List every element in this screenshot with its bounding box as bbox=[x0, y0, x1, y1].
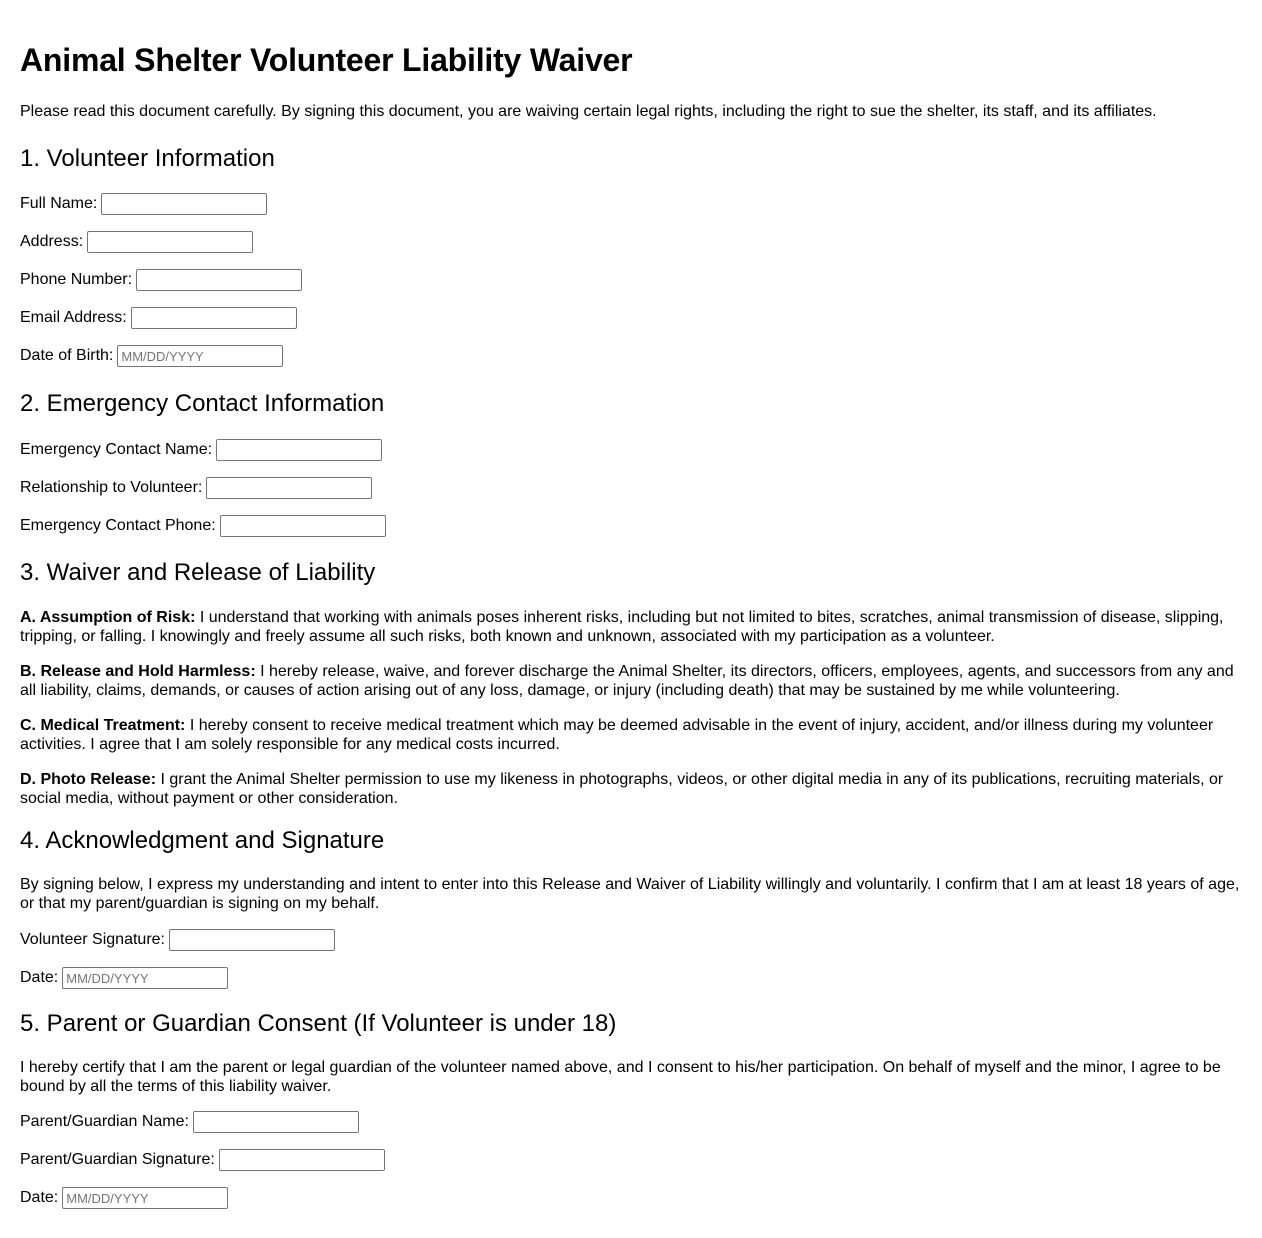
clause-release-hold-harmless bbox=[20, 662, 1242, 700]
clause-assumption-of-risk bbox=[20, 608, 1242, 646]
clause-text: I hereby consent to receive medical treatment which may be deemed advisable in the event of injury, accident, and/or illness during my volunteer activities. I agree that I am solely responsible for any medical costs incurred. bbox=[20, 717, 1214, 753]
parent-name-input[interactable] bbox=[193, 1111, 359, 1133]
emergency-contact-name-label: Emergency Contact Name: bbox=[20, 441, 213, 458]
phone-number-row bbox=[20, 269, 1242, 291]
clause-photo-release bbox=[20, 770, 1242, 808]
address-row bbox=[20, 231, 1242, 253]
date-of-birth-label: Date of Birth: bbox=[20, 347, 114, 364]
volunteer-date-input[interactable] bbox=[62, 967, 228, 989]
emergency-contact-name-row bbox=[20, 439, 1242, 461]
relationship-row bbox=[20, 477, 1242, 499]
parent-date-input[interactable] bbox=[62, 1187, 228, 1209]
email-address-label: Email Address: bbox=[20, 309, 127, 326]
email-address-row bbox=[20, 307, 1242, 329]
volunteer-signature-label: Volunteer Signature: bbox=[20, 931, 165, 948]
section-title-emergency-contact: 2. Emergency Contact Information bbox=[20, 390, 385, 417]
emergency-contact-fields bbox=[20, 439, 1242, 537]
clause-heading: B. Release and Hold Harmless: bbox=[20, 663, 256, 680]
volunteer-information-fields bbox=[20, 193, 1242, 367]
parent-date-label: Date: bbox=[20, 1189, 59, 1206]
clause-heading: D. Photo Release: bbox=[20, 771, 157, 788]
clause-text: I grant the Animal Shelter permission to use my likeness in photographs, videos, or other digital media in any of its publications, recruiting materials, or social media, without payment or other consideration. bbox=[20, 771, 1224, 807]
section-title-waiver-release: 3. Waiver and Release of Liability bbox=[20, 559, 376, 586]
page-title: Animal Shelter Volunteer Liability Waiver bbox=[20, 42, 633, 78]
clause-medical-treatment bbox=[20, 716, 1242, 754]
emergency-contact-name-input[interactable] bbox=[216, 439, 382, 461]
address-input[interactable] bbox=[87, 231, 253, 253]
acknowledgment-fields bbox=[20, 929, 1242, 989]
volunteer-signature-row bbox=[20, 929, 1242, 951]
relationship-input[interactable] bbox=[206, 477, 372, 499]
clause-heading: A. Assumption of Risk: bbox=[20, 609, 196, 626]
volunteer-date-label: Date: bbox=[20, 969, 59, 986]
parent-signature-label: Parent/Guardian Signature: bbox=[20, 1151, 215, 1168]
parent-signature-row bbox=[20, 1149, 1242, 1171]
waiver-clauses bbox=[20, 608, 1242, 808]
parent-signature-input[interactable] bbox=[219, 1149, 385, 1171]
address-label: Address: bbox=[20, 233, 84, 250]
full-name-label: Full Name: bbox=[20, 195, 98, 212]
emergency-contact-phone-row bbox=[20, 515, 1242, 537]
parent-consent-fields bbox=[20, 1111, 1242, 1209]
acknowledgment-text: By signing below, I express my understanding and intent to enter into this Release and Waiver of Liability willingly and voluntarily. I confirm that I am at least 18 years of age, or that my parent/guardian is signing on my behalf. bbox=[20, 876, 1240, 912]
parent-name-label: Parent/Guardian Name: bbox=[20, 1113, 189, 1130]
clause-heading: C. Medical Treatment: bbox=[20, 717, 186, 734]
volunteer-date-row bbox=[20, 967, 1242, 989]
volunteer-signature-input[interactable] bbox=[169, 929, 335, 951]
parent-date-row bbox=[20, 1187, 1242, 1209]
intro-text: Please read this document carefully. By signing this document, you are waiving certain legal rights, including the right to sue the shelter, its staff, and its affiliates. bbox=[20, 103, 1157, 120]
clause-text: I understand that working with animals poses inherent risks, including but not limited to bites, scratches, animal transmission of disease, slipping, tripping, or falling. I knowingly and freely assume all such risks, both known and unknown, associated with my participation as a volunteer. bbox=[20, 609, 1224, 645]
date-of-birth-input[interactable] bbox=[117, 345, 283, 367]
phone-number-input[interactable] bbox=[136, 269, 302, 291]
section-title-volunteer-information: 1. Volunteer Information bbox=[20, 145, 275, 172]
date-of-birth-row bbox=[20, 345, 1242, 367]
emergency-contact-phone-label: Emergency Contact Phone: bbox=[20, 517, 216, 534]
clause-text: I hereby release, waive, and forever discharge the Animal Shelter, its directors, officers, employees, agents, and successors from any and all liability, claims, demands, or causes of action arising out of any loss, damage, or injury (including death) that may be sustained by me while volunteering. bbox=[20, 663, 1234, 699]
emergency-contact-phone-input[interactable] bbox=[220, 515, 386, 537]
section-title-parent-consent: 5. Parent or Guardian Consent (If Volunteer is under 18) bbox=[20, 1010, 617, 1037]
full-name-input[interactable] bbox=[101, 193, 267, 215]
full-name-row bbox=[20, 193, 1242, 215]
parent-consent-text: I hereby certify that I am the parent or legal guardian of the volunteer named above, and I consent to his/her participation. On behalf of myself and the minor, I agree to be bound by all the terms of this liability waiver. bbox=[20, 1059, 1221, 1095]
section-title-acknowledgment: 4. Acknowledgment and Signature bbox=[20, 827, 385, 854]
parent-name-row bbox=[20, 1111, 1242, 1133]
phone-number-label: Phone Number: bbox=[20, 271, 133, 288]
email-address-input[interactable] bbox=[131, 307, 297, 329]
relationship-label: Relationship to Volunteer: bbox=[20, 479, 203, 496]
